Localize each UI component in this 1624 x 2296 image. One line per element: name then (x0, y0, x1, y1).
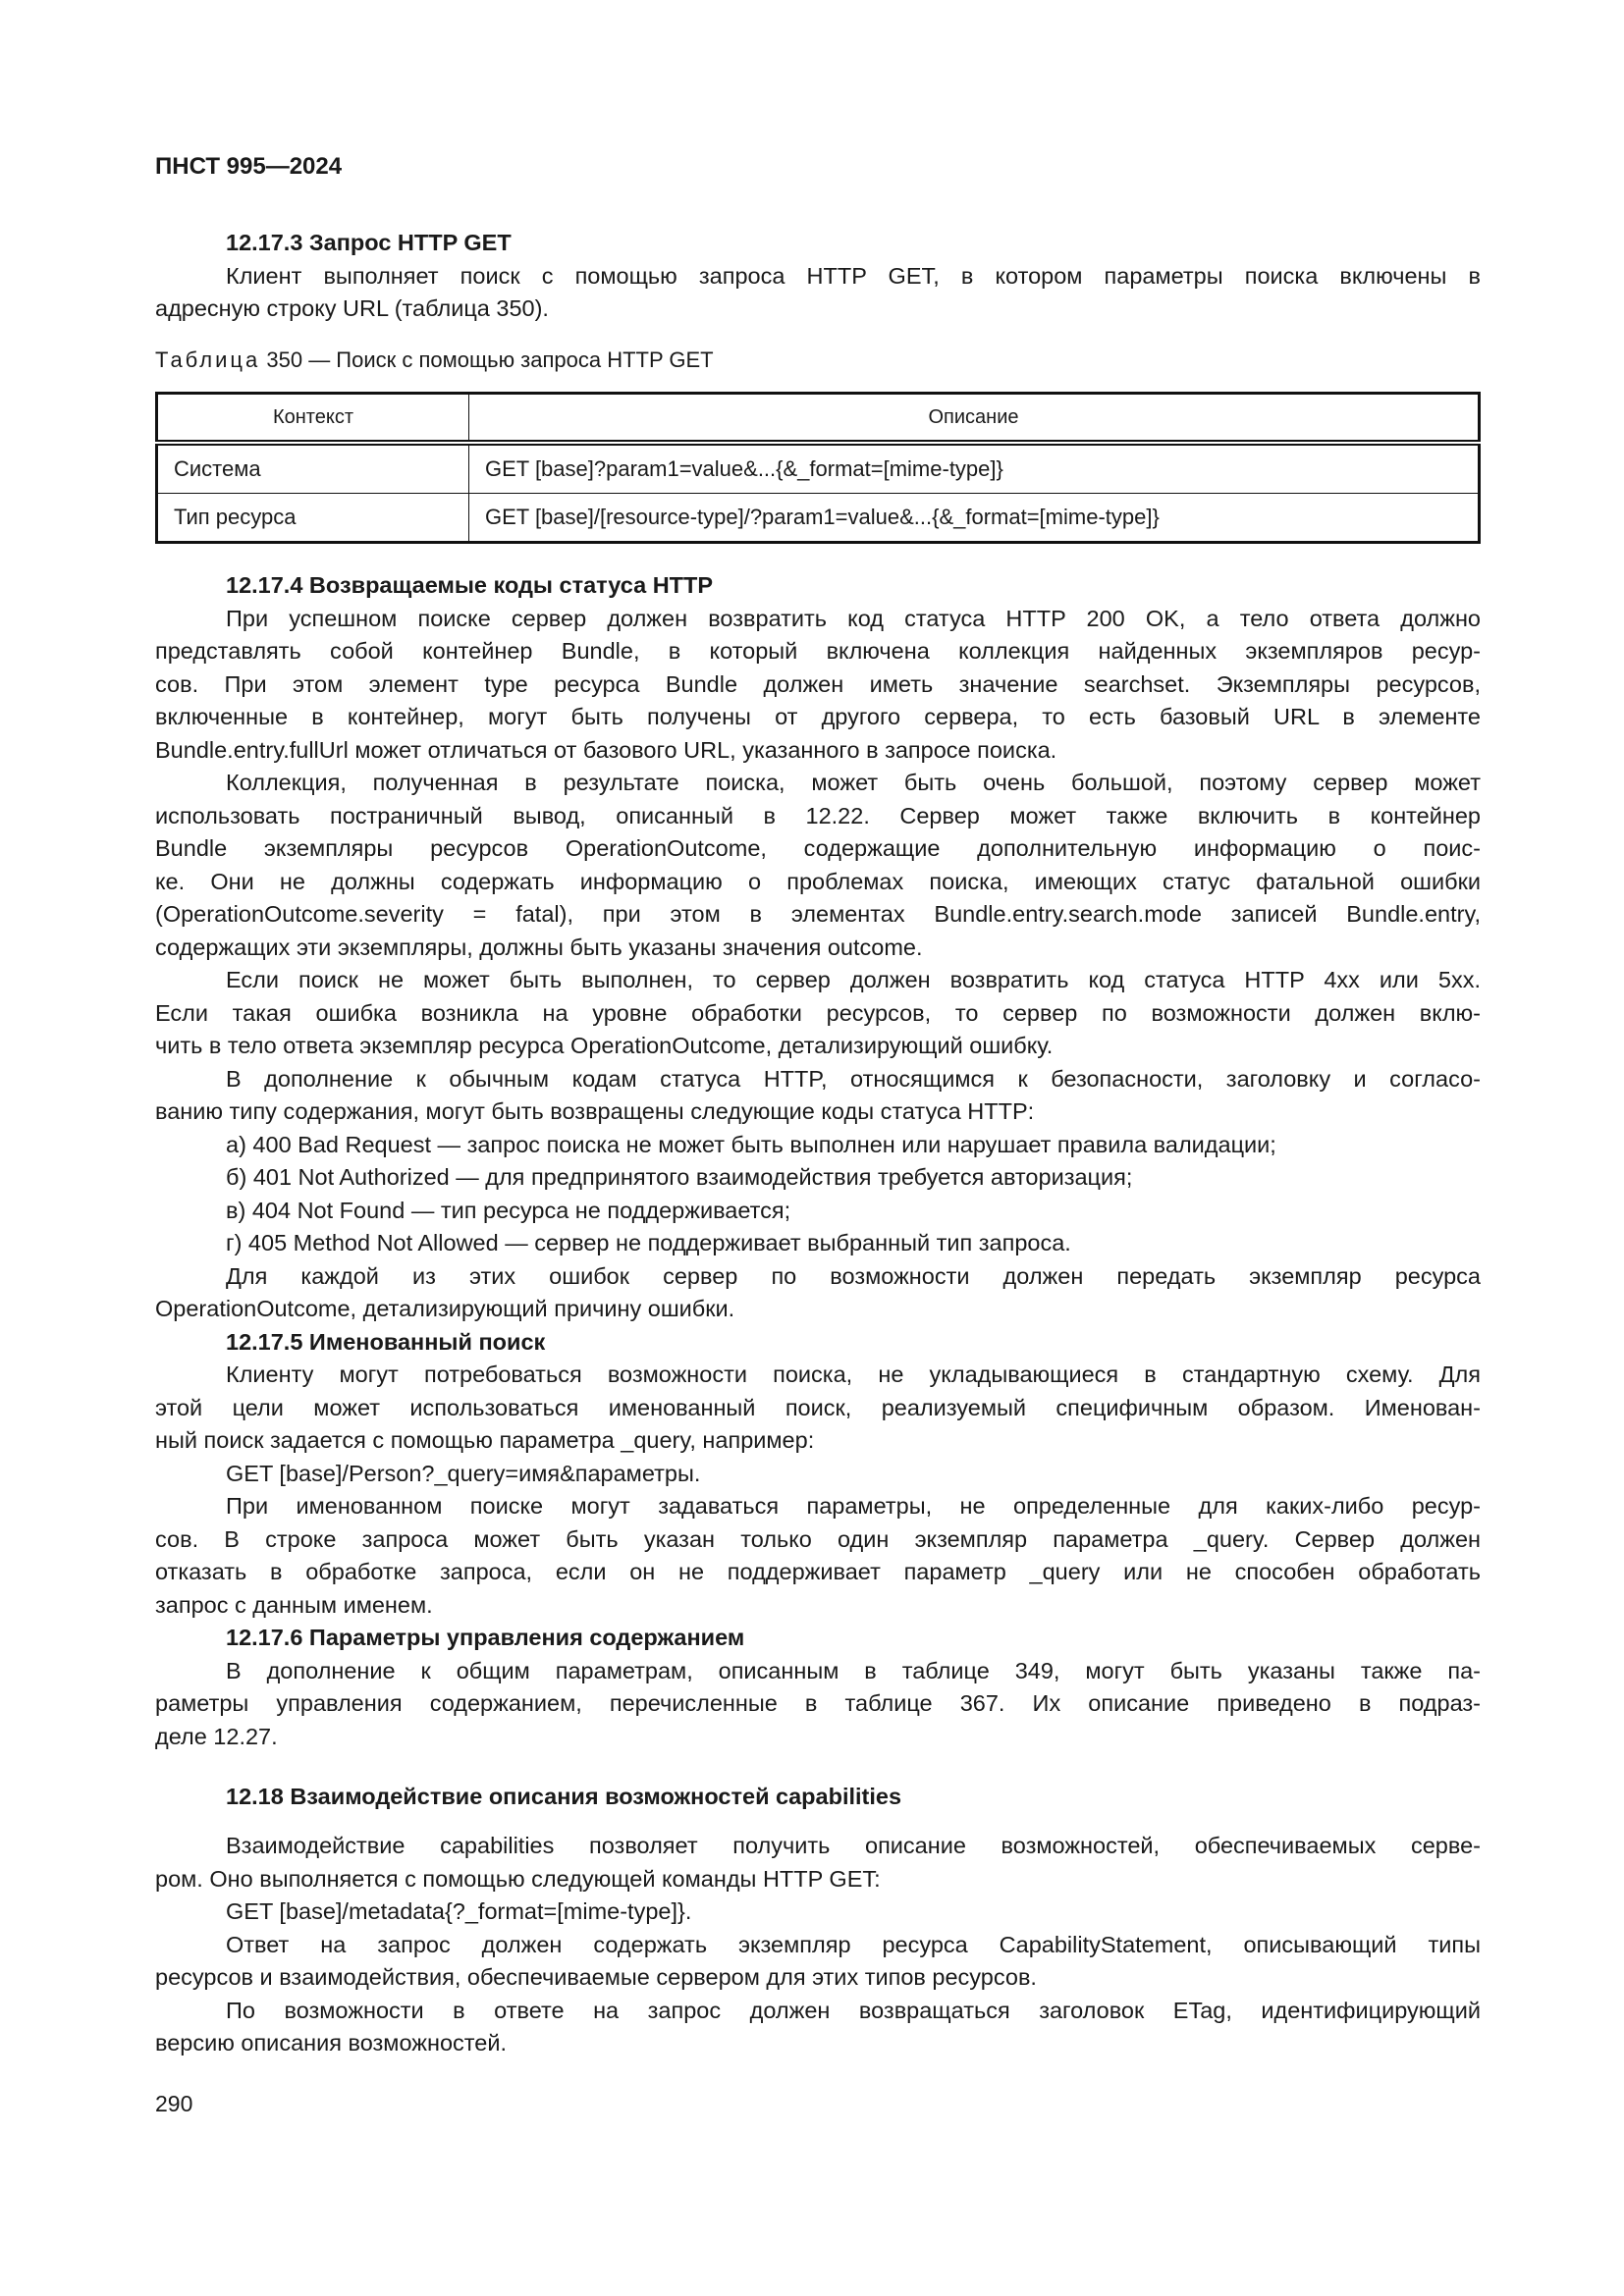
text-line: ванию типу содержания, могут быть возвращены следующие коды статуса HTTP: (155, 1098, 1035, 1124)
list-item: GET [base]/Person?_query=имя&параметры. (226, 1460, 701, 1486)
list (155, 1458, 1481, 1491)
text-line: Клиент выполняет поиск с помощью запроса HTTP GET, в котором параметры поиска включены в (226, 262, 1481, 289)
text-line: отказать в обработке запроса, если он не поддерживает параметр _query или не способен обработать (155, 1559, 1481, 1584)
heading-text: 12.17.6 Параметры управления содержанием (226, 1625, 745, 1650)
text-line: версию описания возможностей. (155, 2030, 507, 2056)
text-line: В дополнение к обычным кодам статуса HTTP, относящимся к безопасности, заголовку и согласо- (226, 1065, 1481, 1092)
text-line: Для каждой из этих ошибок сервер по возможности должен передать экземпляр ресурса (226, 1262, 1481, 1289)
paragraph (155, 1655, 1481, 1754)
text-line: Ответ на запрос должен содержать экземпляр ресурса CapabilityStatement, описывающий типы (226, 1931, 1481, 1957)
text-line: В дополнение к общим параметрам, описанным в таблице 349, могут быть указаны также па- (226, 1657, 1481, 1683)
text-line: ный поиск задается с помощью параметра _query, например: (155, 1427, 815, 1453)
text-line: OperationOutcome, детализирующий причину ошибки. (155, 1296, 735, 1321)
text-line: ке. Они не должны содержать информацию о проблемах поиска, имеющих статус фатальной ошибки (155, 868, 1481, 894)
text-line: Взаимодействие capabilities позволяет получить описание возможностей, обеспечиваемых серве- (226, 1833, 1481, 1858)
paragraph (155, 1260, 1481, 1326)
paragraph (155, 964, 1481, 1063)
table-header-context: Контекст (157, 394, 469, 444)
text-line: Клиенту могут потребоваться возможности поиска, не укладывающиеся в стандартную схему. Для (226, 1362, 1481, 1387)
text-line: сов. В строке запроса может быть указан только один экземпляр параметра _query. Сервер должен (155, 1525, 1481, 1552)
table-350 (155, 392, 1481, 544)
document-header: ПНСТ 995—2024 (155, 153, 343, 180)
paragraph (155, 1929, 1481, 1995)
list-item: б) 401 Not Authorized — для предпринятого взаимодействия требуется авторизация; (226, 1164, 1133, 1190)
text-line: (OperationOutcome.severity = fatal), при этом в элементах Bundle.entry.search.mode записей Bundle.entry, (155, 901, 1481, 927)
text-line: Если поиск не может быть выполнен, то сервер должен возвратить код статуса HTTP 4xx или 5xx. (226, 967, 1481, 992)
section-12-18-body (155, 1830, 1481, 2060)
table-cell-description: GET [base]/[resource-type]/?param1=value&...{&_format=[mime-type]} (469, 494, 1480, 543)
text-line: ресурсов и взаимодействия, обеспечиваемые сервером для этих типов ресурсов. (155, 1964, 1037, 1990)
section-heading (155, 1781, 1481, 1814)
section-heading (155, 569, 1481, 603)
paragraph (155, 1830, 1481, 1896)
text-line: Bundle.entry.fullUrl может отличаться от базового URL, указанного в запросе поиска. (155, 736, 1057, 763)
table-caption-prefix: Таблица (155, 347, 261, 372)
paragraph (155, 767, 1481, 964)
table-caption-title: 350 — Поиск с помощью запроса HTTP GET (260, 347, 714, 372)
text-line: содержащих эти экземпляры, должны быть указаны значения outcome. (155, 934, 923, 960)
table-cell-context: Система (157, 443, 469, 494)
sections-12-17-4-to-12-17-6 (155, 569, 1481, 1753)
section-heading (155, 1622, 1481, 1655)
text-line: представлять собой контейнер Bundle, в который включена коллекция найденных экземпляров ресур- (155, 638, 1481, 664)
table-caption (155, 347, 1481, 373)
list (155, 1129, 1481, 1260)
table-row (157, 443, 1480, 494)
text-line: Коллекция, полученная в результате поиска, может быть очень большой, поэтому сервер может (226, 770, 1481, 795)
text-line: ром. Оно выполняется с помощью следующей команды HTTP GET: (155, 1865, 881, 1892)
section-12-18-heading (155, 1781, 1481, 1814)
text-line: При успешном поиске сервер должен возвратить код статуса HTTP 200 OK, а тело ответа должно (226, 605, 1481, 631)
list-item: г) 405 Method Not Allowed — сервер не поддерживает выбранный тип запроса. (226, 1230, 1071, 1255)
text-line: деле 12.27. (155, 1723, 278, 1749)
heading-text: 12.18 Взаимодействие описания возможностей capabilities (226, 1784, 902, 1809)
table-cell-description: GET [base]?param1=value&...{&_format=[mime-type]} (469, 443, 1480, 494)
table-cell-context: Тип ресурса (157, 494, 469, 543)
list-item: а) 400 Bad Request — запрос поиска не может быть выполнен или нарушает правила валидации; (226, 1131, 1276, 1157)
text-line: адресную строку URL (таблица 350). (155, 295, 549, 321)
text-line: Bundle экземпляры ресурсов OperationOutcome, содержащие дополнительную информацию о поис- (155, 835, 1481, 861)
heading-text: 12.17.5 Именованный поиск (226, 1328, 546, 1355)
text-line: запрос с данным именем. (155, 1591, 433, 1618)
list-item: в) 404 Not Found — тип ресурса не поддерживается; (226, 1197, 791, 1223)
table-header-description: Описание (469, 394, 1480, 444)
text-line: При именованном поиске могут задаваться параметры, не определенные для каких-либо ресур- (226, 1493, 1481, 1519)
paragraph (155, 1063, 1481, 1129)
list-item: GET [base]/metadata{?_format=[mime-type]}. (226, 1898, 692, 1924)
list (155, 1896, 1481, 1929)
section-heading (155, 227, 1481, 260)
text-line: чить в тело ответа экземпляр ресурса OperationOutcome, детализирующий ошибку. (155, 1033, 1054, 1058)
paragraph (155, 1995, 1481, 2060)
text-line: Если такая ошибка возникла на уровне обработки ресурсов, то сервер по возможности должен вклю- (155, 999, 1481, 1026)
text-line: По возможности в ответе на запрос должен возвращаться заголовок ETag, идентифицирующий (226, 1997, 1481, 2023)
section-12-17-3 (155, 227, 1481, 326)
paragraph (155, 603, 1481, 768)
text-line: использовать постраничный вывод, описанный в 12.22. Сервер может также включить в контейнер (155, 802, 1481, 828)
text-line: этой цели может использоваться именованный поиск, реализуемый специфичным образом. Именован- (155, 1394, 1481, 1420)
page-number: 290 (155, 2091, 193, 2116)
text-line: сов. При этом элемент type ресурса Bundle должен иметь значение searchset. Экземпляры ресурсов, (155, 670, 1481, 697)
table-header-row (157, 394, 1480, 444)
table-row (157, 494, 1480, 543)
section-heading (155, 1326, 1481, 1360)
paragraph (155, 1490, 1481, 1622)
text-line: раметры управления содержанием, перечисленные в таблице 367. Их описание приведено в подраз- (155, 1690, 1481, 1716)
heading-text: 12.17.3 Запрос HTTP GET (226, 230, 512, 255)
paragraph (155, 1359, 1481, 1458)
heading-text: 12.17.4 Возвращаемые коды статуса HTTP (226, 572, 714, 598)
paragraph (155, 260, 1481, 326)
text-line: включенные в контейнер, могут быть получены от другого сервера, то есть базовый URL в элементе (155, 704, 1481, 729)
